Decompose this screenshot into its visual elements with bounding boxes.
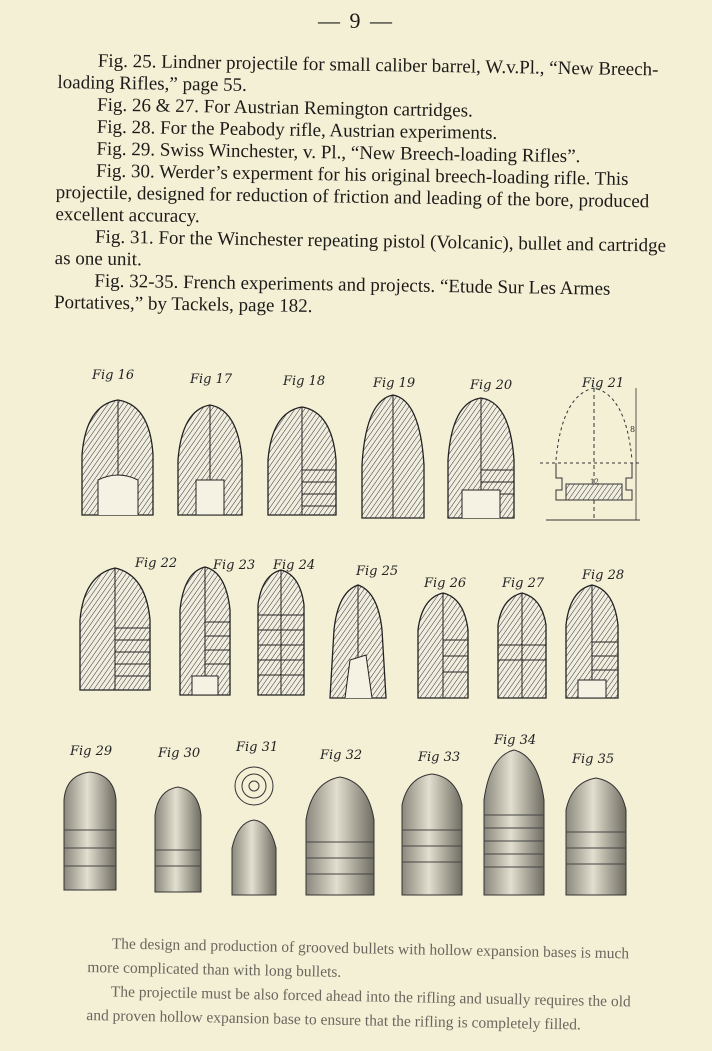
- label-fig-31: Fig 31: [236, 740, 279, 755]
- bullet-fig-31: [232, 767, 276, 895]
- label-fig-23: Fig 23: [213, 558, 256, 573]
- label-fig-19: Fig 19: [373, 376, 416, 391]
- label-fig-33: Fig 33: [418, 750, 461, 765]
- bullet-fig-28: [566, 585, 618, 698]
- label-fig-34: Fig 34: [494, 733, 537, 748]
- bullet-fig-33: [402, 774, 462, 895]
- bullet-fig-32: [306, 777, 374, 895]
- bullet-fig-24: [258, 570, 304, 695]
- svg-text:12: 12: [590, 478, 599, 486]
- page-number: — 9 —: [318, 8, 394, 33]
- caption-fig-28: Fig. 28. For the Peabody rifle, Austrian experiments.: [96, 116, 498, 144]
- svg-text:8: 8: [630, 425, 636, 434]
- bottom-paragraph-1: The design and production of grooved bullets with hollow expansion bases is much more complicated than with long bullets.: [87, 935, 630, 981]
- bullet-fig-34: [484, 750, 544, 895]
- caption-fig-32-35: Fig. 32-35. French experiments and projects. “Etude Sur Les Armes Portatives,” by Tackels, page 182.: [53, 270, 611, 318]
- bullet-fig-21-diagram: [540, 388, 640, 520]
- bullet-fig-27: [498, 593, 546, 698]
- label-fig-25: Fig 25: [356, 564, 399, 579]
- caption-fig-26-27: Fig. 26 & 27. For Austrian Remington cartridges.: [96, 94, 474, 122]
- caption-fig-30: Fig. 30. Werder’s experment for his original breech-loading rifle. This projectile, designed for reduction of friction and leading of the bore, produced excellent accuracy.: [55, 160, 650, 228]
- label-fig-26: Fig 26: [424, 576, 467, 591]
- label-fig-18: Fig 18: [283, 374, 326, 389]
- caption-fig-31: Fig. 31. For the Winchester repeating pistol (Volcanic), bullet and cartridge as one unit.: [54, 226, 667, 271]
- label-fig-16: Fig 16: [92, 368, 135, 383]
- bullet-fig-25: [330, 585, 386, 698]
- bullet-fig-22: [80, 568, 150, 690]
- bullet-fig-26: [418, 593, 468, 698]
- bullet-fig-30: [155, 787, 201, 892]
- bullet-fig-16: [82, 400, 153, 515]
- label-fig-21: Fig 21: [582, 376, 625, 391]
- label-fig-32: Fig 32: [320, 748, 363, 763]
- bullet-fig-29: [64, 772, 116, 890]
- label-fig-27: Fig 27: [502, 576, 545, 591]
- label-fig-24: Fig 24: [273, 558, 316, 573]
- bottom-text: [86, 932, 658, 1039]
- bullet-fig-19: [362, 395, 424, 518]
- caption-fig-29: Fig. 29. Swiss Winchester, v. Pl., “New Breech-loading Rifles”.: [96, 138, 581, 168]
- label-fig-20: Fig 20: [470, 378, 513, 393]
- bullet-fig-35: [566, 778, 626, 895]
- bullet-fig-17: [178, 405, 242, 515]
- bullet-fig-23: [180, 567, 230, 695]
- caption-fig-25: Fig. 25. Lindner projectile for small caliber barrel, W.v.Pl., “New Breech-loading Rifles,” page 55.: [57, 50, 659, 96]
- bullet-fig-18: [268, 407, 336, 515]
- label-fig-22: Fig 22: [135, 556, 178, 571]
- label-fig-17: Fig 17: [190, 372, 233, 387]
- bullet-fig-20: [448, 398, 514, 518]
- label-fig-28: Fig 28: [582, 568, 625, 583]
- label-fig-30: Fig 30: [158, 746, 201, 761]
- label-fig-35: Fig 35: [572, 752, 615, 767]
- label-fig-29: Fig 29: [70, 744, 113, 759]
- bottom-paragraph-2: The projectile must be also forced ahead into the rifling and usually requires the old and proven hollow expansion base to ensure that the rifling is completely filled.: [86, 983, 631, 1034]
